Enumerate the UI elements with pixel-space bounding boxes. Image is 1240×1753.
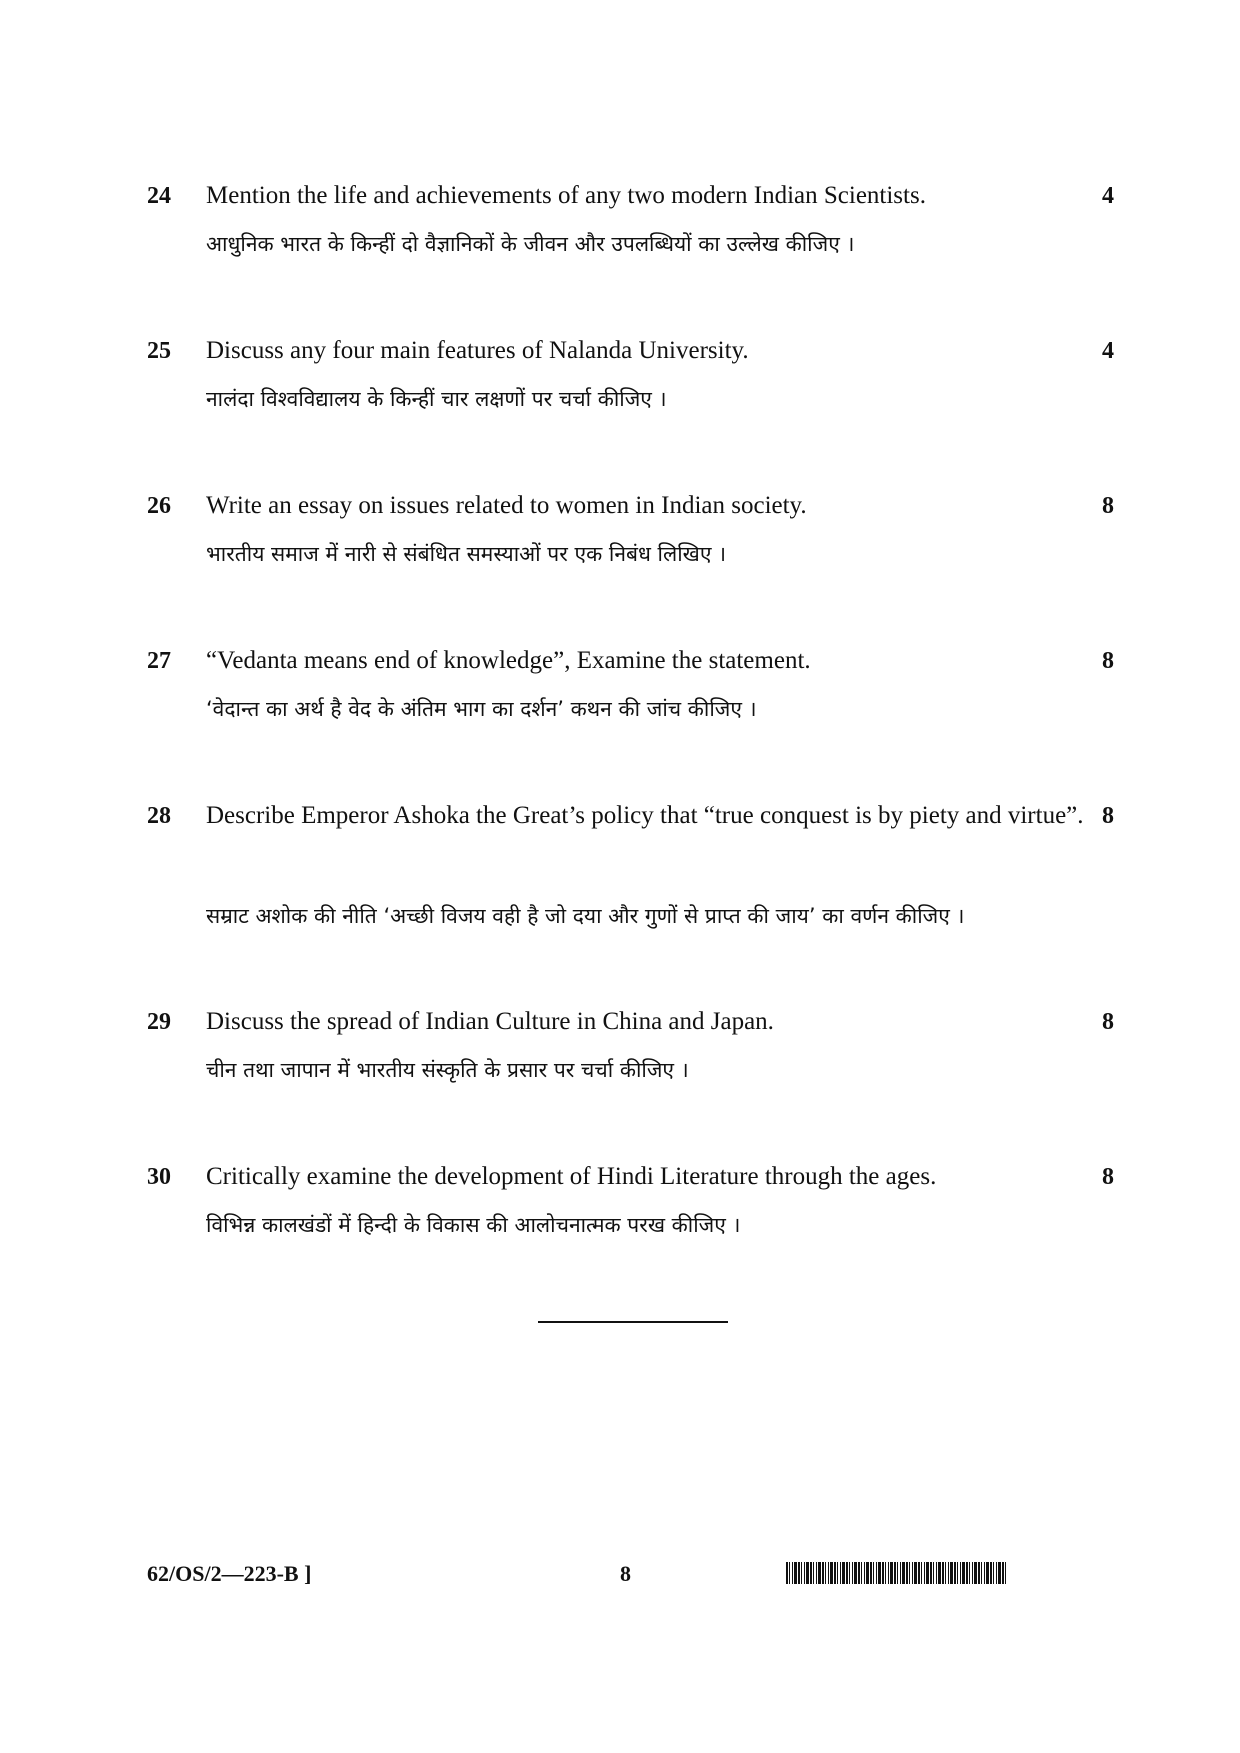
- question-number: 28: [147, 803, 171, 829]
- question-marks: 8: [1102, 1164, 1114, 1190]
- page-number: 8: [620, 1561, 631, 1586]
- question-number: 26: [147, 493, 171, 519]
- question-marks: 8: [1102, 803, 1114, 829]
- question-text-hindi: भारतीय समाज में नारी से संबंधित समस्याओं पर एक निबंध लिखिए ।: [206, 542, 727, 566]
- end-of-paper-rule: [538, 1321, 728, 1323]
- question-text-english: Describe Emperor Ashoka the Great’s policy that “true conquest is by piety and virtue”.: [206, 802, 1084, 829]
- question-number: 27: [147, 648, 171, 674]
- question-number: 24: [147, 183, 171, 209]
- question-marks: 4: [1102, 338, 1114, 364]
- question-marks: 8: [1102, 493, 1114, 519]
- question-number: 29: [147, 1009, 171, 1035]
- question-number: 25: [147, 338, 171, 364]
- question-text-english: Mention the life and achievements of any two modern Indian Scientists.: [206, 182, 926, 209]
- paper-code: 62/OS/2—223-B ]: [147, 1561, 312, 1586]
- question-text-hindi: ‘वेदान्त का अर्थ है वेद के अंतिम भाग का दर्शन’ कथन की जांच कीजिए ।: [206, 697, 757, 721]
- question-text-hindi: नालंदा विश्वविद्यालय के किन्हीं चार लक्षणों पर चर्चा कीजिए ।: [206, 387, 667, 411]
- question-marks: 4: [1102, 183, 1114, 209]
- question-text-hindi: सम्राट अशोक की नीति ‘अच्छी विजय वही है जो दया और गुणों से प्राप्त की जाय’ का वर्णन कीजिए ।: [206, 904, 965, 928]
- question-marks: 8: [1102, 648, 1114, 674]
- question-text-hindi: आधुनिक भारत के किन्हीं दो वैज्ञानिकों के जीवन और उपलब्धियों का उल्लेख कीजिए ।: [206, 232, 855, 256]
- question-marks: 8: [1102, 1009, 1114, 1035]
- question-text-english: Discuss any four main features of Nalanda University.: [206, 337, 749, 364]
- question-text-english: Discuss the spread of Indian Culture in China and Japan.: [206, 1008, 774, 1035]
- question-number: 30: [147, 1164, 171, 1190]
- barcode-icon: [786, 1562, 1006, 1584]
- question-text-hindi: विभिन्न कालखंडों में हिन्दी के विकास की आलोचनात्मक परख कीजिए ।: [206, 1213, 741, 1237]
- question-text-english: Critically examine the development of Hindi Literature through the ages.: [206, 1163, 937, 1190]
- question-text-hindi: चीन तथा जापान में भारतीय संस्कृति के प्रसार पर चर्चा कीजिए ।: [206, 1058, 689, 1082]
- question-text-english: “Vedanta means end of knowledge”, Examine the statement.: [206, 647, 811, 674]
- question-text-english: Write an essay on issues related to women in Indian society.: [206, 492, 807, 519]
